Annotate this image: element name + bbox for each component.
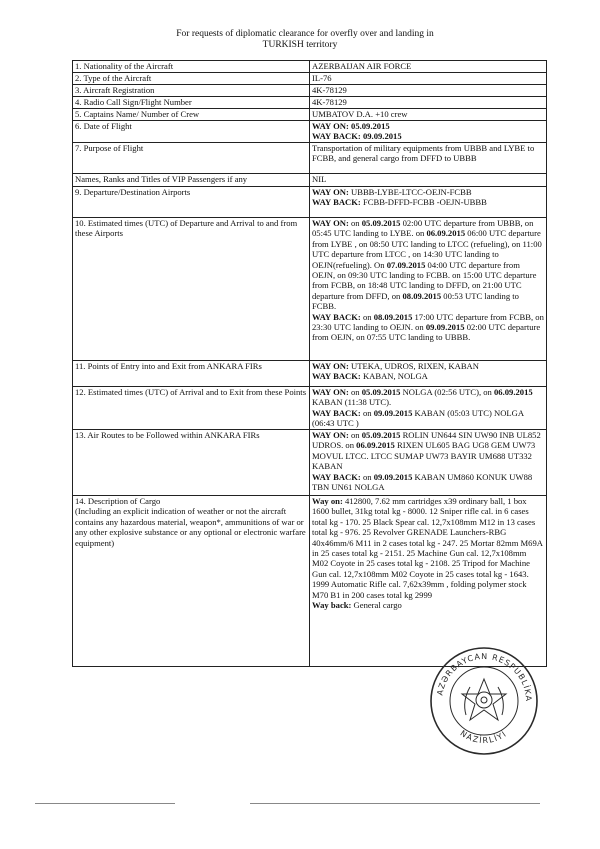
form-row (73, 174, 547, 187)
stamp-ring-top: AZƏRBAYCAN RESPUBLİKA (435, 651, 534, 703)
form-row (73, 61, 547, 73)
field-value-text: Way back: General cargo (312, 600, 402, 611)
field-label-text: 9. Departure/Destination Airports (75, 187, 191, 197)
field-label (73, 97, 310, 109)
field-label-text: 4. Radio Call Sign/Flight Number (75, 97, 192, 107)
field-label-text: 12. Estimated times (UTC) of Arrival and to Exit from these Points (75, 387, 307, 397)
field-label (73, 187, 310, 218)
form-row (73, 496, 547, 667)
form-row (73, 218, 547, 361)
field-value-text: WAY ON: UBBB-LYBE-LTCC-OEJN-FCBB (312, 187, 472, 197)
heading-line-2: TURKISH territory (262, 40, 338, 50)
field-value-text: WAY BACK: on 09.09.2015 KABAN UM860 KONUK UW88 TBN UN61 NOLGA (312, 471, 533, 493)
field-value-text: WAY ON: on 05.09.2015 ROLIN UN644 SIN UW90 INB UL852 UDROS. on 06.09.2015 RIXEN UL605 BAG UG8 GEM UW73 MOVUL LTCC. LTCC SUMAP UW73 BAYIR UM688 UT332 KABAN (312, 430, 541, 472)
field-value (310, 109, 547, 121)
field-label (73, 174, 310, 187)
form-row (73, 109, 547, 121)
field-value (310, 121, 547, 143)
field-label-text: 2. Type of the Aircraft (75, 73, 152, 83)
official-stamp (428, 645, 540, 757)
field-value-text: IL-76 (312, 73, 332, 83)
field-value-text: 4K-78129 (312, 85, 347, 95)
svg-text:NAZİRLİYİ (459, 728, 509, 745)
field-value (310, 430, 547, 496)
field-value-text: WAY ON: on 05.09.2015 NOLGA (02:56 UTC), on 06.09.2015 KABAN (11:38 UTC). (312, 387, 533, 408)
field-label (73, 496, 310, 667)
field-label-text: 14. Description of Cargo (75, 496, 161, 506)
field-value-text: WAY BACK: on 09.09.2015 KABAN (05:03 UTC) NOLGA (06:43 UTC ) (312, 407, 524, 429)
field-value-text: WAY ON: 05.09.2015 (312, 121, 390, 131)
field-label (73, 85, 310, 97)
field-label-text: (Including an explicit indication of weather or not the aircraft contains any hazardous material, weapon*, ammunitions of war or any other explosive substance or any optional or electronic warfare equipment) (75, 506, 306, 548)
field-value (310, 218, 547, 361)
field-value (310, 85, 547, 97)
field-value-text: UMBATOV D.A. +10 crew (312, 109, 408, 119)
field-label (73, 73, 310, 85)
field-value (310, 143, 547, 174)
field-label-text: Names, Ranks and Titles of VIP Passengers if any (75, 174, 248, 184)
stamp-ring-bottom: NAZİRLİYİ (458, 728, 509, 746)
field-value (310, 61, 547, 73)
field-value-text: WAY BACK: 09.09.2015 (312, 131, 402, 142)
field-label (73, 121, 310, 143)
form-row (73, 85, 547, 97)
footer-rule-right (250, 803, 540, 804)
footer-rule-left (35, 803, 175, 804)
form-row (73, 97, 547, 109)
form-row (73, 361, 547, 387)
field-value-text: WAY BACK: FCBB-DFFD-FCBB -OEJN-UBBB (312, 197, 487, 208)
field-label (73, 361, 310, 387)
field-label-text: 6. Date of Flight (75, 121, 132, 131)
field-value-text: AZERBAIJAN AIR FORCE (312, 61, 412, 71)
heading-line-1: For requests of diplomatic clearance for overfly over and landing in (176, 29, 434, 39)
form-row (73, 121, 547, 143)
field-value-text: 4K-78129 (312, 97, 347, 107)
field-label (73, 387, 310, 430)
form-row (73, 73, 547, 85)
field-label (73, 61, 310, 73)
field-label-text: 5. Captains Name/ Number of Crew (75, 109, 200, 119)
form-row (73, 143, 547, 174)
field-label-text: 13. Air Routes to be Followed within ANKARA FIRs (75, 430, 260, 440)
field-value-text: Transportation of military equipments from UBBB and LYBE to FCBB, and general cargo from DFFD to UBBB (312, 143, 535, 164)
field-label (73, 109, 310, 121)
field-value (310, 174, 547, 187)
form-row (73, 430, 547, 496)
form-row (73, 187, 547, 218)
field-label (73, 218, 310, 361)
field-label (73, 430, 310, 496)
field-value-text: Way on: 412800, 7.62 mm cartridges x39 ordinary ball, 1 box 1600 bullet, 31kg total kg - 8000. 12 Sniper rifle cal. in 6 cases total kg - 170. 25 Black Spear cal. 12,7x108mm M12 in 13 cases total kg - 976. 25 Revolver GRENADE Launchers-RBG 40x46mm/6 M11 in 2 cases total kg - 247. 25 Mortar 82mm M69A in 25 cases total kg - 2151. 25 Machine Gun cal. 12,7x108mm M02 Coyote in 25 cases total kg - 2108. 25 Tripod for Machine Gun cal. 12,7x108mm M02 Coyote in 25 cases total kg - 1643. 1999 Automatic Rifle cal. 7,62x39mm , folding polymer stock M70 B1 in 200 cases total kg 2999 (312, 496, 543, 600)
field-label-text: 10. Estimated times (UTC) of Departure and Arrival to and from these Airports (75, 218, 298, 239)
stamp-seal-icon (428, 645, 540, 757)
field-value (310, 387, 547, 430)
field-value (310, 73, 547, 85)
field-value (310, 361, 547, 387)
field-value-text: NIL (312, 174, 327, 184)
field-value-text: WAY ON: UTEKA, UDROS, RIXEN, KABAN (312, 361, 479, 371)
field-label (73, 143, 310, 174)
field-value-text: WAY BACK: KABAN, NOLGA (312, 371, 428, 382)
field-label-text: 3. Aircraft Registration (75, 85, 155, 95)
field-value-text: WAY BACK: on 08.09.2015 17:00 UTC departure from FCBB, on 23:30 UTC landing to OEJN. on 09.09.2015 02:00 UTC departure from OEJN, on 07:55 UTC landing to UBBB. (312, 311, 544, 343)
field-value (310, 496, 547, 667)
field-label-text: 7. Purpose of Flight (75, 143, 144, 153)
field-value (310, 97, 547, 109)
field-label-text: 1. Nationality of the Aircraft (75, 61, 174, 71)
clearance-form-table (72, 60, 547, 667)
field-label-text: 11. Points of Entry into and Exit from ANKARA FIRs (75, 361, 262, 371)
field-value (310, 187, 547, 218)
form-row (73, 387, 547, 430)
form-heading (0, 29, 600, 51)
field-value-text: WAY ON: on 05.09.2015 02:00 UTC departure from UBBB, on 05:45 UTC landing to LYBE. on 06.09.2015 06:00 UTC departure from LYBE , on 08:50 UTC landing to LTCC (refueling), on 11:00 UTC departure from LTCC , on 14:30 UTC landing to OEJN(refueling). On 07.09.2015 04:00 UTC departure from OEJN, on 09:30 UTC landing to FCBB. on 15:00 UTC departure from FCBB, on 18:48 UTC landing to DFFD, on 21:00 UTC departure from DFFD, on 08.09.2015 00:53 UTC landing to FCBB. (312, 218, 542, 312)
